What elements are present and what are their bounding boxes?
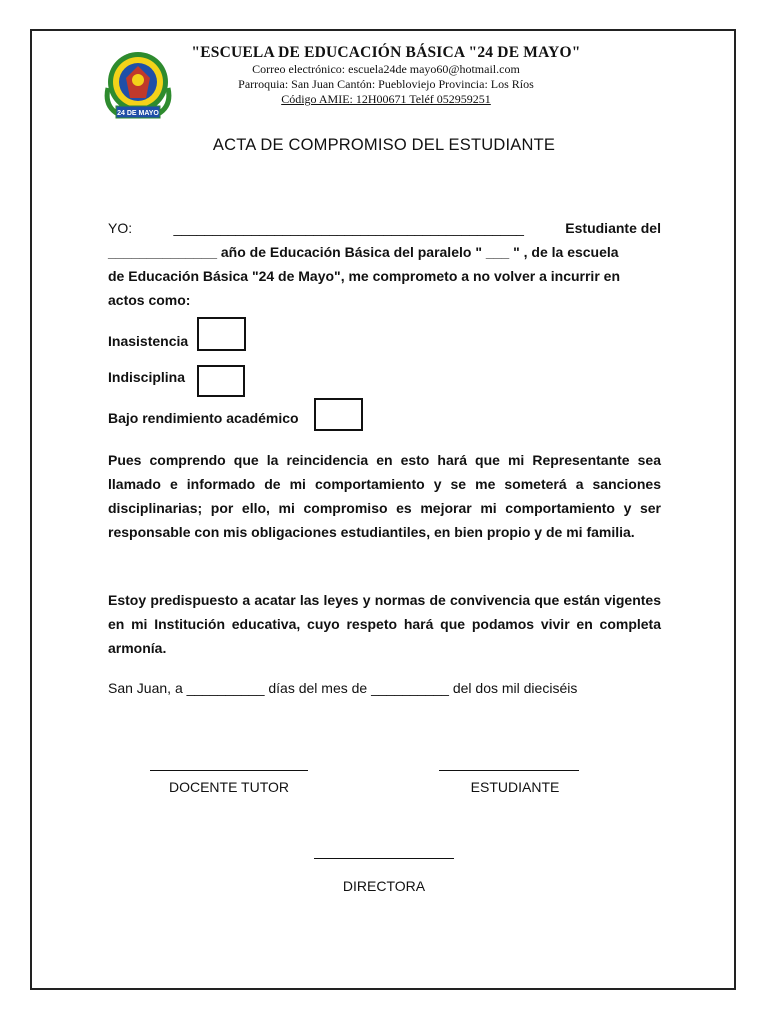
item-bajo-rendimiento: Bajo rendimiento académico [108, 410, 299, 426]
student-text: Estudiante del [565, 220, 661, 236]
tutor-signature-line[interactable] [150, 770, 308, 771]
checkbox-inasistencia[interactable] [197, 317, 246, 351]
student-name-blank[interactable]: _____________________________________________ [173, 220, 524, 236]
intro-line-2: ______________ año de Educación Básica del paralelo " ___ " , de la escuela [108, 244, 619, 260]
intro-line-1 [108, 216, 661, 240]
director-signature-line[interactable] [314, 858, 454, 859]
checkbox-bajo-rendimiento[interactable] [314, 398, 363, 431]
student-signature-line[interactable] [439, 770, 579, 771]
intro-line-3: de Educación Básica "24 de Mayo", me comprometo a no volver a incurrir en [108, 268, 620, 284]
paragraph-normas: Estoy predispuesto a acatar las leyes y normas de convivencia que están vigentes en mi Institución educativa, cuyo respeto hará que podamos vivir en completa armonía. [108, 592, 661, 656]
school-emblem-logo [100, 48, 176, 124]
document-title: ACTA DE COMPROMISO DEL ESTUDIANTE [212, 136, 556, 154]
paragraph-reincidencia: Pues comprendo que la reincidencia en esto hará que mi Representante sea llamado e informado de mi comportamiento y se me someterá a sanciones disciplinarias; por ello, mi compromiso es mejorar mi comportamiento y ser responsable con mis obligaciones estudiantiles, en bien propio y de mi familia. [108, 452, 661, 540]
school-header [186, 44, 586, 107]
yo-label: YO: [108, 220, 133, 236]
school-location: Parroquia: San Juan Cantón: Puebloviejo Provincia: Los Ríos [238, 77, 534, 91]
item-indisciplina: Indisciplina [108, 369, 186, 385]
director-signature-label: DIRECTORA [342, 878, 426, 894]
date-line: San Juan, a __________ días del mes de __________ del dos mil dieciséis [108, 680, 578, 696]
school-name: "ESCUELA DE EDUCACIÓN BÁSICA "24 DE MAYO" [191, 44, 581, 61]
school-email: Correo electrónico: escuela24de mayo60@hotmail.com [252, 62, 520, 76]
school-code: Código AMIE: 12H00671 Teléf 052959251 [281, 92, 491, 106]
commitment-intro [108, 216, 661, 312]
student-signature-label: ESTUDIANTE [470, 779, 560, 795]
intro-line-4: actos como: [108, 292, 191, 308]
item-inasistencia: Inasistencia [108, 333, 189, 349]
logo-banner-text: 24 DE MAYO [117, 110, 159, 117]
checkbox-indisciplina[interactable] [197, 365, 245, 397]
tutor-signature-label: DOCENTE TUTOR [168, 779, 290, 795]
